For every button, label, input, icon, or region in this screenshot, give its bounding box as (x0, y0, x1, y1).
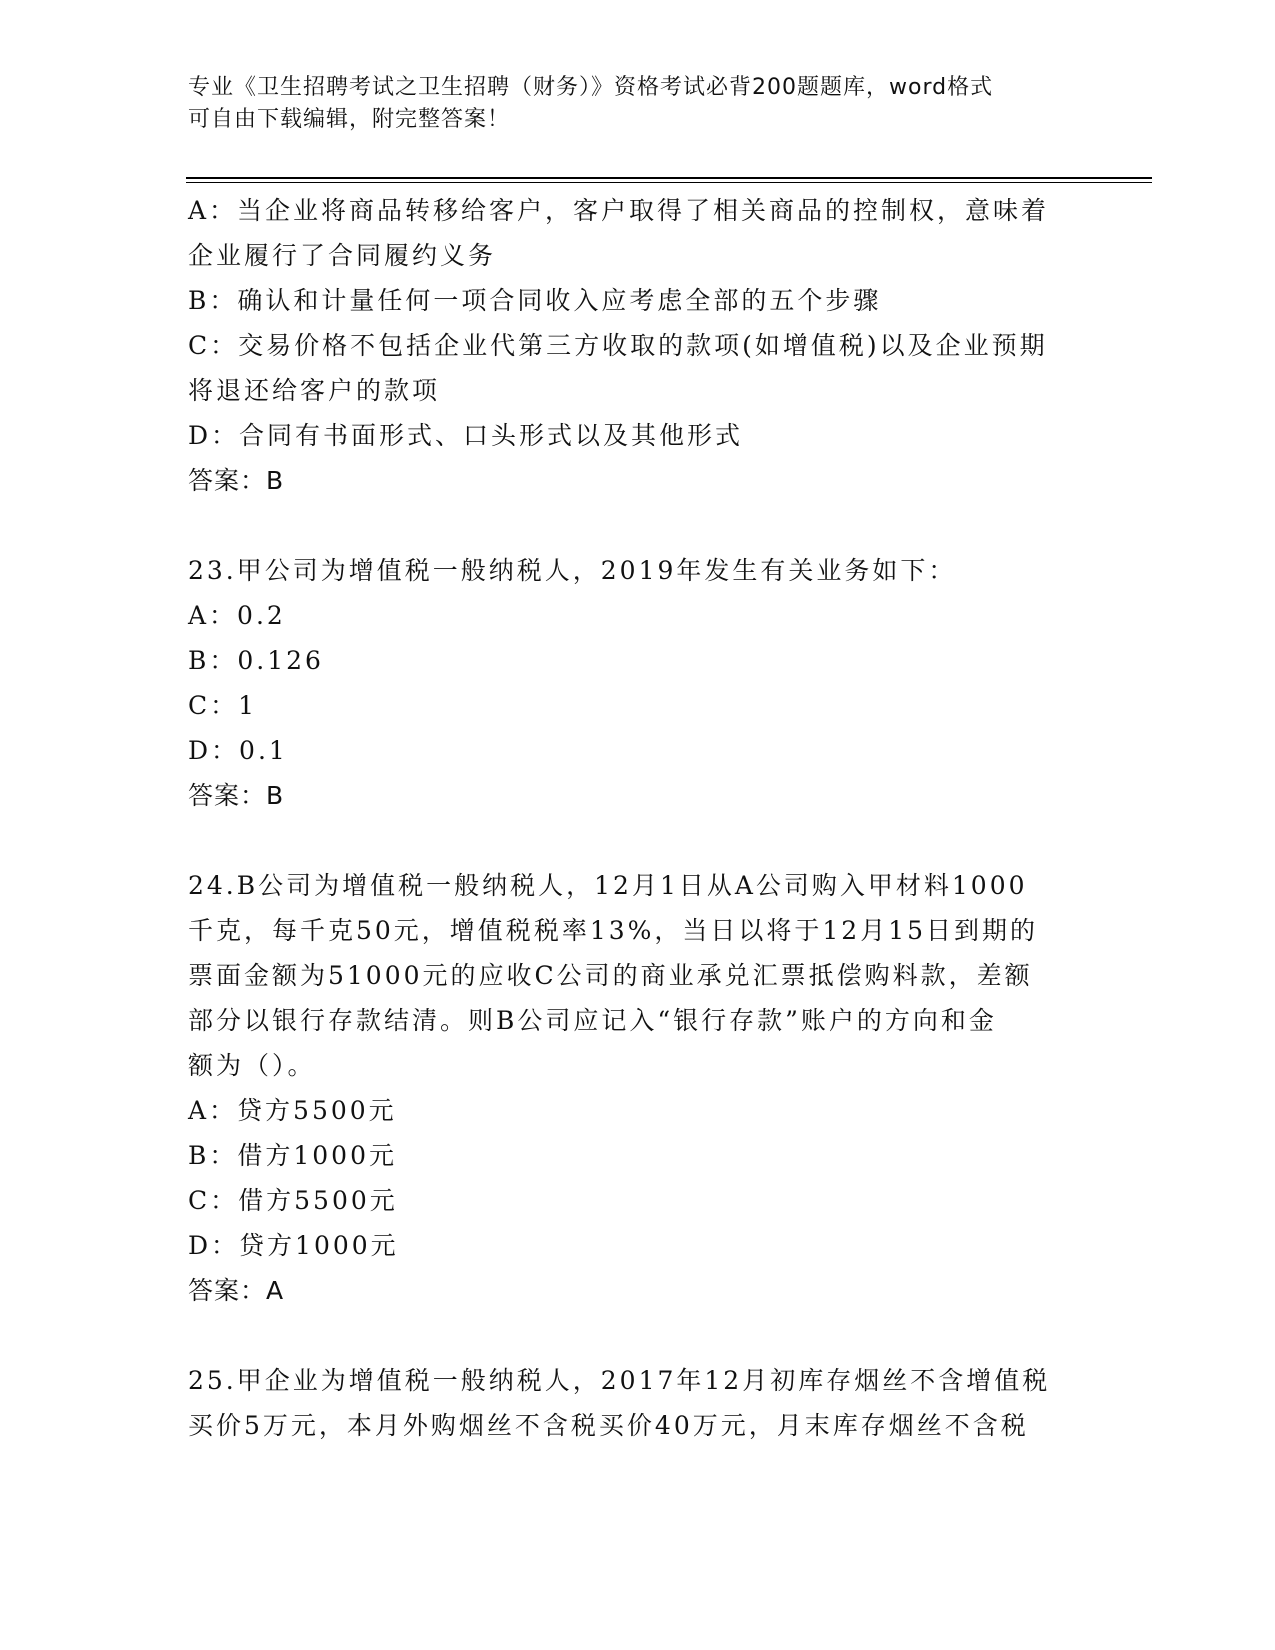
option-b: B：确认和计量任何一项合同收入应考虑全部的五个步骤 (188, 286, 882, 315)
question-25-stem-line-1: 25.甲企业为增值税一般纳税人，2017年12月初库存烟丝不含增值税 (188, 1366, 1051, 1395)
spacer (188, 818, 1088, 863)
question-24-stem-line-3: 票面金额为51000元的应收C公司的商业承兑汇票抵偿购料款，差额 (188, 961, 1033, 990)
answer-23: 答案：B (188, 781, 285, 810)
option-a: A：贷方5500元 (188, 1096, 397, 1125)
question-22-options (188, 188, 1088, 503)
question-24-stem-line-4: 部分以银行存款结清。则B公司应记入“银行存款”账户的方向和金 (188, 1006, 997, 1035)
answer-24: 答案：A (188, 1276, 285, 1305)
question-24-stem-line-5: 额为（）。 (188, 1051, 316, 1080)
option-c-line-1: C：交易价格不包括企业代第三方收取的款项(如增值税)以及企业预期 (188, 331, 1048, 360)
option-c-line-2: 将退还给客户的款项 (188, 376, 441, 405)
option-d: D：0.1 (188, 736, 288, 765)
option-a-line-2: 企业履行了合同履约义务 (188, 241, 497, 270)
option-c: C：借方5500元 (188, 1186, 398, 1215)
header-line-1: 专业《卫生招聘考试之卫生招聘（财务）》资格考试必背200题题库，word格式 (188, 75, 994, 100)
question-24-stem-line-2: 千克，每千克50元，增值税税率13%，当日以将于12月15日到期的 (188, 916, 1039, 945)
question-24-stem-line-1: 24.B公司为增值税一般纳税人，12月1日从A公司购入甲材料1000 (188, 871, 1028, 900)
question-23 (188, 548, 1088, 818)
question-23-stem: 23.甲公司为增值税一般纳税人，2019年发生有关业务如下： (188, 556, 957, 585)
header-divider-thin (186, 182, 1152, 183)
option-a-line-1: A：当企业将商品转移给客户，客户取得了相关商品的控制权，意味着 (188, 196, 1050, 225)
header-divider-thick (186, 177, 1152, 179)
spacer (188, 1313, 1088, 1358)
option-a: A：0.2 (188, 601, 286, 630)
option-b: B：借方1000元 (188, 1141, 397, 1170)
spacer (188, 503, 1088, 548)
question-25 (188, 1358, 1088, 1448)
option-c: C：1 (188, 691, 258, 720)
answer-22: 答案：B (188, 466, 285, 495)
question-content (188, 188, 1088, 1448)
option-d: D：合同有书面形式、口头形式以及其他形式 (188, 421, 744, 450)
question-25-stem-line-2: 买价5万元，本月外购烟丝不含税买价40万元，月末库存烟丝不含税 (188, 1411, 1029, 1440)
header-line-2: 可自由下载编辑，附完整答案！ (188, 107, 511, 132)
option-d: D：贷方1000元 (188, 1231, 399, 1260)
option-b: B：0.126 (188, 646, 324, 675)
question-24 (188, 863, 1088, 1313)
document-header (188, 72, 1088, 136)
